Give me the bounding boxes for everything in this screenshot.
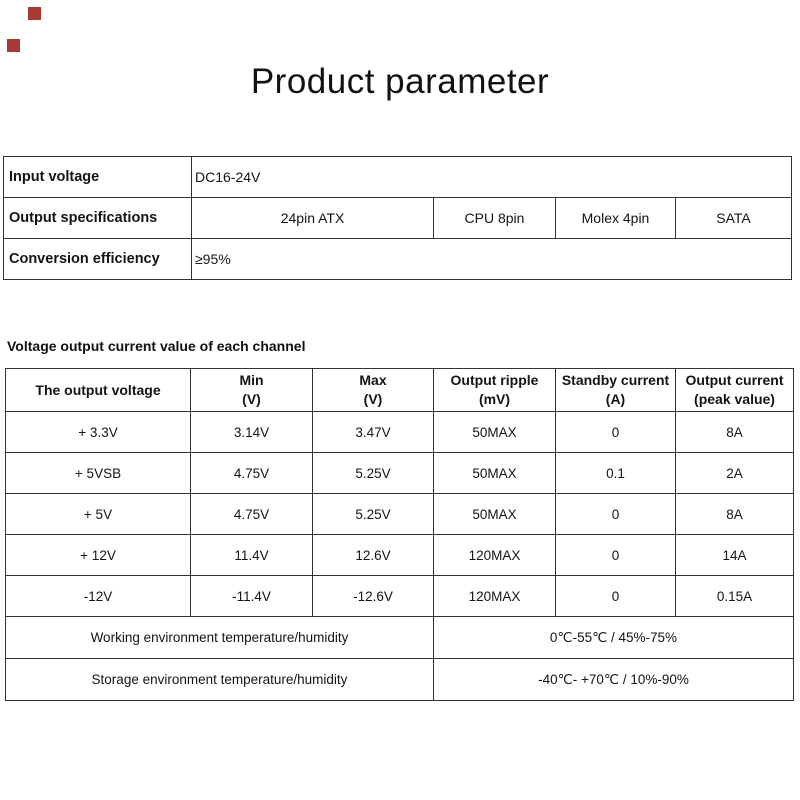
table-row [6, 453, 794, 494]
cell-max: 5.25V [313, 453, 434, 494]
header-line: (V) [363, 391, 383, 407]
spec-value-cpu-8pin: CPU 8pin [434, 198, 556, 239]
cell-standby: 0 [556, 412, 676, 453]
header-line: Min [239, 372, 264, 388]
col-header-output-voltage [6, 369, 191, 412]
header-line: (mV) [478, 391, 511, 407]
col-header-standby-current [556, 369, 676, 412]
cell-peak: 14A [676, 535, 794, 576]
spec-label-conversion-efficiency: Conversion efficiency [4, 239, 192, 280]
spec-value-molex-4pin: Molex 4pin [556, 198, 676, 239]
cell-ripple: 50MAX [434, 494, 556, 535]
red-marker-icon [28, 7, 41, 20]
cell-peak: 8A [676, 494, 794, 535]
table-row [4, 198, 792, 239]
spec-table [3, 156, 792, 280]
env-label-storage: Storage environment temperature/humidity [6, 659, 434, 701]
header-line: (A) [605, 391, 626, 407]
cell-voltage: -12V [6, 576, 191, 617]
spec-value-sata: SATA [676, 198, 792, 239]
col-header-min [191, 369, 313, 412]
table-header-row [6, 369, 794, 412]
cell-ripple: 120MAX [434, 535, 556, 576]
cell-voltage: + 3.3V [6, 412, 191, 453]
spec-label-input-voltage: Input voltage [4, 157, 192, 198]
col-header-output-current [676, 369, 794, 412]
cell-min: -11.4V [191, 576, 313, 617]
header-line: The output voltage [35, 381, 161, 398]
table-row [6, 659, 794, 701]
cell-peak: 0.15A [676, 576, 794, 617]
cell-standby: 0 [556, 535, 676, 576]
cell-voltage: + 5V [6, 494, 191, 535]
cell-min: 11.4V [191, 535, 313, 576]
header-line: Output current [685, 372, 784, 388]
cell-ripple: 50MAX [434, 412, 556, 453]
cell-min: 4.75V [191, 494, 313, 535]
cell-standby: 0 [556, 576, 676, 617]
cell-standby: 0.1 [556, 453, 676, 494]
cell-max: 5.25V [313, 494, 434, 535]
spec-value-24pin-atx: 24pin ATX [192, 198, 434, 239]
table-row [4, 157, 792, 198]
table-row [4, 239, 792, 280]
cell-ripple: 120MAX [434, 576, 556, 617]
cell-ripple: 50MAX [434, 453, 556, 494]
col-header-output-ripple [434, 369, 556, 412]
spec-value-conversion-efficiency: ≥95% [192, 239, 792, 280]
col-header-max [313, 369, 434, 412]
cell-standby: 0 [556, 494, 676, 535]
cell-voltage: + 12V [6, 535, 191, 576]
spec-label-output-specifications: Output specifications [4, 198, 192, 239]
page-title: Product parameter [250, 62, 550, 101]
header-line: Max [359, 372, 387, 388]
table-row [6, 412, 794, 453]
table-row [6, 617, 794, 659]
header-line: Standby current [561, 372, 670, 388]
red-marker-icon [7, 39, 20, 52]
section-heading: Voltage output current value of each channel [7, 338, 306, 354]
cell-voltage: + 5VSB [6, 453, 191, 494]
channel-table [5, 368, 794, 701]
cell-max: 12.6V [313, 535, 434, 576]
env-value-storage: -40℃- +70℃ / 10%-90% [434, 659, 794, 701]
cell-min: 4.75V [191, 453, 313, 494]
table-row [6, 494, 794, 535]
cell-min: 3.14V [191, 412, 313, 453]
header-line: (V) [242, 391, 261, 407]
header-line: (peak value) [694, 391, 775, 407]
cell-max: -12.6V [313, 576, 434, 617]
header-line: Output ripple [450, 372, 539, 388]
table-row [6, 576, 794, 617]
env-value-working: 0℃-55℃ / 45%-75% [434, 617, 794, 659]
cell-peak: 2A [676, 453, 794, 494]
env-label-working: Working environment temperature/humidity [6, 617, 434, 659]
cell-peak: 8A [676, 412, 794, 453]
cell-max: 3.47V [313, 412, 434, 453]
spec-value-input-voltage: DC16-24V [192, 157, 792, 198]
table-row [6, 535, 794, 576]
